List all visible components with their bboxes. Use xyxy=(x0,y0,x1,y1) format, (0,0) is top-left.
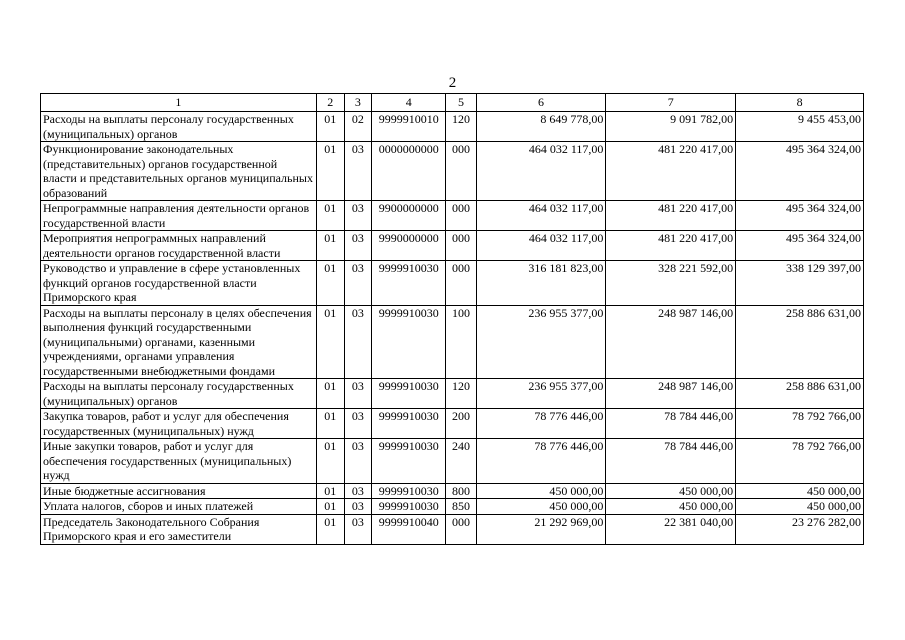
amount-col6-cell: 464 032 117,00 xyxy=(476,142,606,201)
column-header: 6 xyxy=(476,94,606,112)
amount-col8-cell: 450 000,00 xyxy=(736,499,864,515)
amount-col8-cell: 78 792 766,00 xyxy=(736,409,864,439)
section-code-cell: 01 xyxy=(316,409,344,439)
amount-col6-cell: 8 649 778,00 xyxy=(476,112,606,142)
item-name-cell: Председатель Законодательного Собрания Приморского края и его заместители xyxy=(41,514,317,544)
column-header: 1 xyxy=(41,94,317,112)
item-name-cell: Уплата налогов, сборов и иных платежей xyxy=(41,499,317,515)
table-row xyxy=(41,483,864,499)
amount-col6-cell: 464 032 117,00 xyxy=(476,201,606,231)
amount-col6-cell: 236 955 377,00 xyxy=(476,379,606,409)
amount-col7-cell: 248 987 146,00 xyxy=(606,379,736,409)
column-header: 7 xyxy=(606,94,736,112)
amount-col6-cell: 78 776 446,00 xyxy=(476,439,606,484)
amount-col6-cell: 78 776 446,00 xyxy=(476,409,606,439)
table-row xyxy=(41,201,864,231)
item-name-cell: Иные закупки товаров, работ и услуг для обеспечения государственных (муниципальных) нужд xyxy=(41,439,317,484)
subsection-code-cell: 03 xyxy=(344,379,371,409)
amount-col7-cell: 481 220 417,00 xyxy=(606,142,736,201)
table-row xyxy=(41,261,864,306)
table-row xyxy=(41,409,864,439)
target-article-cell: 9999910030 xyxy=(371,261,445,306)
amount-col8-cell: 338 129 397,00 xyxy=(736,261,864,306)
item-name-cell: Непрограммные направления деятельности органов государственной власти xyxy=(41,201,317,231)
column-header: 4 xyxy=(371,94,445,112)
expense-type-cell: 000 xyxy=(446,142,476,201)
subsection-code-cell: 03 xyxy=(344,514,371,544)
expense-type-cell: 850 xyxy=(446,499,476,515)
amount-col7-cell: 450 000,00 xyxy=(606,499,736,515)
amount-col7-cell: 481 220 417,00 xyxy=(606,231,736,261)
subsection-code-cell: 03 xyxy=(344,409,371,439)
item-name-cell: Мероприятия непрограммных направлений деятельности органов государственной власти xyxy=(41,231,317,261)
expense-type-cell: 200 xyxy=(446,409,476,439)
target-article-cell: 9999910030 xyxy=(371,439,445,484)
subsection-code-cell: 03 xyxy=(344,499,371,515)
target-article-cell: 9999910030 xyxy=(371,305,445,379)
item-name-cell: Иные бюджетные ассигнования xyxy=(41,483,317,499)
subsection-code-cell: 03 xyxy=(344,261,371,306)
target-article-cell: 9900000000 xyxy=(371,201,445,231)
expense-type-cell: 240 xyxy=(446,439,476,484)
subsection-code-cell: 03 xyxy=(344,231,371,261)
section-code-cell: 01 xyxy=(316,231,344,261)
item-name-cell: Руководство и управление в сфере установленных функций органов государственной власти Приморского края xyxy=(41,261,317,306)
amount-col8-cell: 495 364 324,00 xyxy=(736,142,864,201)
section-code-cell: 01 xyxy=(316,439,344,484)
column-number-row xyxy=(41,94,864,112)
expense-type-cell: 100 xyxy=(446,305,476,379)
amount-col8-cell: 9 455 453,00 xyxy=(736,112,864,142)
expense-type-cell: 120 xyxy=(446,112,476,142)
amount-col6-cell: 236 955 377,00 xyxy=(476,305,606,379)
subsection-code-cell: 03 xyxy=(344,201,371,231)
target-article-cell: 9999910030 xyxy=(371,499,445,515)
amount-col6-cell: 450 000,00 xyxy=(476,499,606,515)
subsection-code-cell: 03 xyxy=(344,305,371,379)
budget-table xyxy=(40,93,864,545)
item-name-cell: Закупка товаров, работ и услуг для обеспечения государственных (муниципальных) нужд xyxy=(41,409,317,439)
subsection-code-cell: 03 xyxy=(344,483,371,499)
item-name-cell: Расходы на выплаты персоналу государственных (муниципальных) органов xyxy=(41,112,317,142)
amount-col7-cell: 481 220 417,00 xyxy=(606,201,736,231)
column-header: 8 xyxy=(736,94,864,112)
amount-col8-cell: 450 000,00 xyxy=(736,483,864,499)
section-code-cell: 01 xyxy=(316,305,344,379)
amount-col7-cell: 78 784 446,00 xyxy=(606,439,736,484)
subsection-code-cell: 03 xyxy=(344,439,371,484)
target-article-cell: 9990000000 xyxy=(371,231,445,261)
subsection-code-cell: 03 xyxy=(344,142,371,201)
expense-type-cell: 000 xyxy=(446,261,476,306)
section-code-cell: 01 xyxy=(316,483,344,499)
amount-col7-cell: 248 987 146,00 xyxy=(606,305,736,379)
amount-col6-cell: 21 292 969,00 xyxy=(476,514,606,544)
amount-col6-cell: 464 032 117,00 xyxy=(476,231,606,261)
amount-col8-cell: 258 886 631,00 xyxy=(736,305,864,379)
subsection-code-cell: 02 xyxy=(344,112,371,142)
column-header: 2 xyxy=(316,94,344,112)
amount-col7-cell: 22 381 040,00 xyxy=(606,514,736,544)
table-row xyxy=(41,112,864,142)
table-row xyxy=(41,499,864,515)
item-name-cell: Расходы на выплаты персоналу государственных (муниципальных) органов xyxy=(41,379,317,409)
section-code-cell: 01 xyxy=(316,379,344,409)
target-article-cell: 9999910030 xyxy=(371,379,445,409)
table-body xyxy=(41,112,864,545)
section-code-cell: 01 xyxy=(316,499,344,515)
item-name-cell: Функционирование законодательных (представительных) органов государственной власти и представительных органов муниципальных образований xyxy=(41,142,317,201)
table-row xyxy=(41,439,864,484)
amount-col8-cell: 23 276 282,00 xyxy=(736,514,864,544)
expense-type-cell: 000 xyxy=(446,231,476,261)
amount-col8-cell: 258 886 631,00 xyxy=(736,379,864,409)
amount-col8-cell: 495 364 324,00 xyxy=(736,201,864,231)
expense-type-cell: 000 xyxy=(446,201,476,231)
section-code-cell: 01 xyxy=(316,261,344,306)
section-code-cell: 01 xyxy=(316,112,344,142)
column-header: 3 xyxy=(344,94,371,112)
section-code-cell: 01 xyxy=(316,142,344,201)
table-row xyxy=(41,231,864,261)
table-row xyxy=(41,514,864,544)
table-row xyxy=(41,142,864,201)
expense-type-cell: 800 xyxy=(446,483,476,499)
amount-col6-cell: 316 181 823,00 xyxy=(476,261,606,306)
amount-col7-cell: 328 221 592,00 xyxy=(606,261,736,306)
column-header: 5 xyxy=(446,94,476,112)
table-row xyxy=(41,305,864,379)
amount-col7-cell: 9 091 782,00 xyxy=(606,112,736,142)
amount-col8-cell: 495 364 324,00 xyxy=(736,231,864,261)
target-article-cell: 0000000000 xyxy=(371,142,445,201)
section-code-cell: 01 xyxy=(316,201,344,231)
amount-col7-cell: 450 000,00 xyxy=(606,483,736,499)
target-article-cell: 9999910030 xyxy=(371,483,445,499)
section-code-cell: 01 xyxy=(316,514,344,544)
target-article-cell: 9999910040 xyxy=(371,514,445,544)
amount-col8-cell: 78 792 766,00 xyxy=(736,439,864,484)
page-number: 2 xyxy=(448,75,457,91)
expense-type-cell: 000 xyxy=(446,514,476,544)
expense-type-cell: 120 xyxy=(446,379,476,409)
item-name-cell: Расходы на выплаты персоналу в целях обеспечения выполнения функций государственными (муниципальными) органами, казенными учреждениями, органами управления государственными внебюджетными фондами xyxy=(41,305,317,379)
table-row xyxy=(41,379,864,409)
amount-col6-cell: 450 000,00 xyxy=(476,483,606,499)
target-article-cell: 9999910010 xyxy=(371,112,445,142)
amount-col7-cell: 78 784 446,00 xyxy=(606,409,736,439)
target-article-cell: 9999910030 xyxy=(371,409,445,439)
